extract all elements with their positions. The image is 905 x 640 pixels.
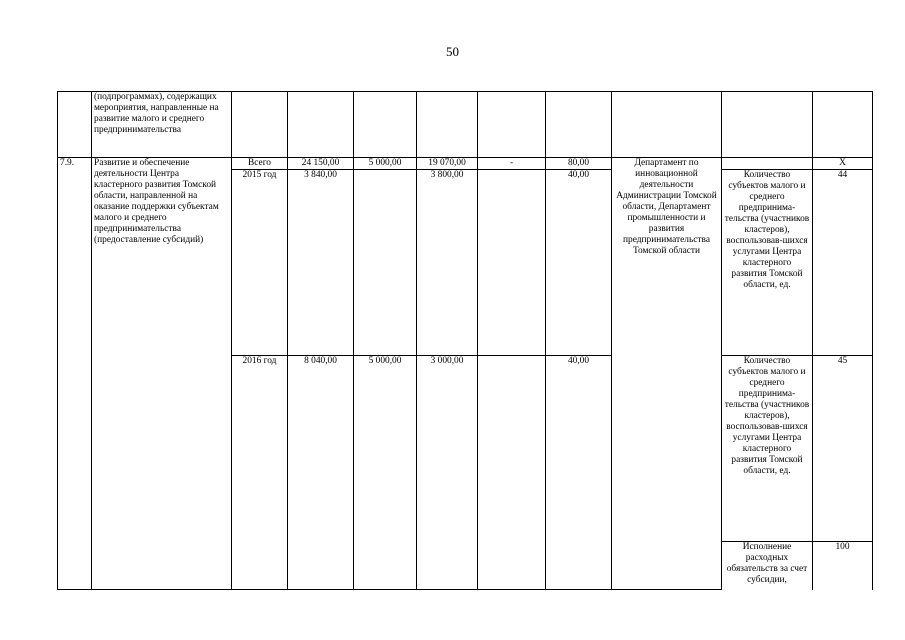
cell-regional-2016: 3 000,00 — [417, 356, 478, 590]
cell-empty — [58, 92, 92, 158]
cell-regional-2015: 3 800,00 — [417, 170, 478, 356]
table-row-total — [58, 158, 873, 170]
program-table — [57, 91, 873, 590]
cell-extra-total: 80,00 — [546, 158, 612, 170]
cell-federal-total: 5 000,00 — [354, 158, 417, 170]
cell-item-name: Развитие и обеспечение деятельности Центра кластерного развития Томской области, направленной на оказание поддержки субъектам малого и среднего предпринимательства (предоставление субсидий) — [92, 158, 232, 590]
cell-period-total: Всего — [232, 158, 288, 170]
cell-indicator-value-extra: 100 — [813, 542, 873, 590]
cell-federal-2015 — [354, 170, 417, 356]
cell-regional-total: 19 070,00 — [417, 158, 478, 170]
page-number: 50 — [446, 44, 459, 59]
cell-item-number: 7.9. — [58, 158, 92, 590]
cell-local-2015 — [478, 170, 546, 356]
cell-indicator-value-2016: 45 — [813, 356, 873, 542]
cell-sum-total: 24 150,00 — [288, 158, 354, 170]
cell-indicator-2016: Количество субъектов малого и среднего предпринима-тельства (участников кластеров), воспользовав-шихся услугами Центра кластерного развития Томской области, ед. — [722, 356, 813, 542]
cell-executor: Департамент по инновационной деятельности Администрации Томской области, Департамент промышленности и развития предпринимательства Томской области — [612, 158, 722, 590]
cell-indicator-2015: Количество субъектов малого и среднего предпринима-тельства (участников кластеров), воспользовав-шихся услугами Центра кластерного развития Томской области, ед. — [722, 170, 813, 356]
cell-extra-2015: 40,00 — [546, 170, 612, 356]
cell-sum-2015: 3 840,00 — [288, 170, 354, 356]
cell-period-2015: 2015 год — [232, 170, 288, 356]
cell-local-total: - — [478, 158, 546, 170]
table-row-continuation — [58, 92, 873, 158]
cell-period-2016: 2016 год — [232, 356, 288, 590]
cell-indicator-extra: Исполнение расходных обязательств за счет субсидии, — [722, 542, 813, 590]
cell-local-2016 — [478, 356, 546, 590]
cell-name-continued: (подпрограммах), содержащих мероприятия, направленные на развитие малого и среднего предпринимательства — [92, 92, 232, 158]
cell-indicator-value-2015: 44 — [813, 170, 873, 356]
cell-extra-2016: 40,00 — [546, 356, 612, 590]
cell-indicator-value-total: X — [813, 158, 873, 170]
cell-federal-2016: 5 000,00 — [354, 356, 417, 590]
cell-sum-2016: 8 040,00 — [288, 356, 354, 590]
